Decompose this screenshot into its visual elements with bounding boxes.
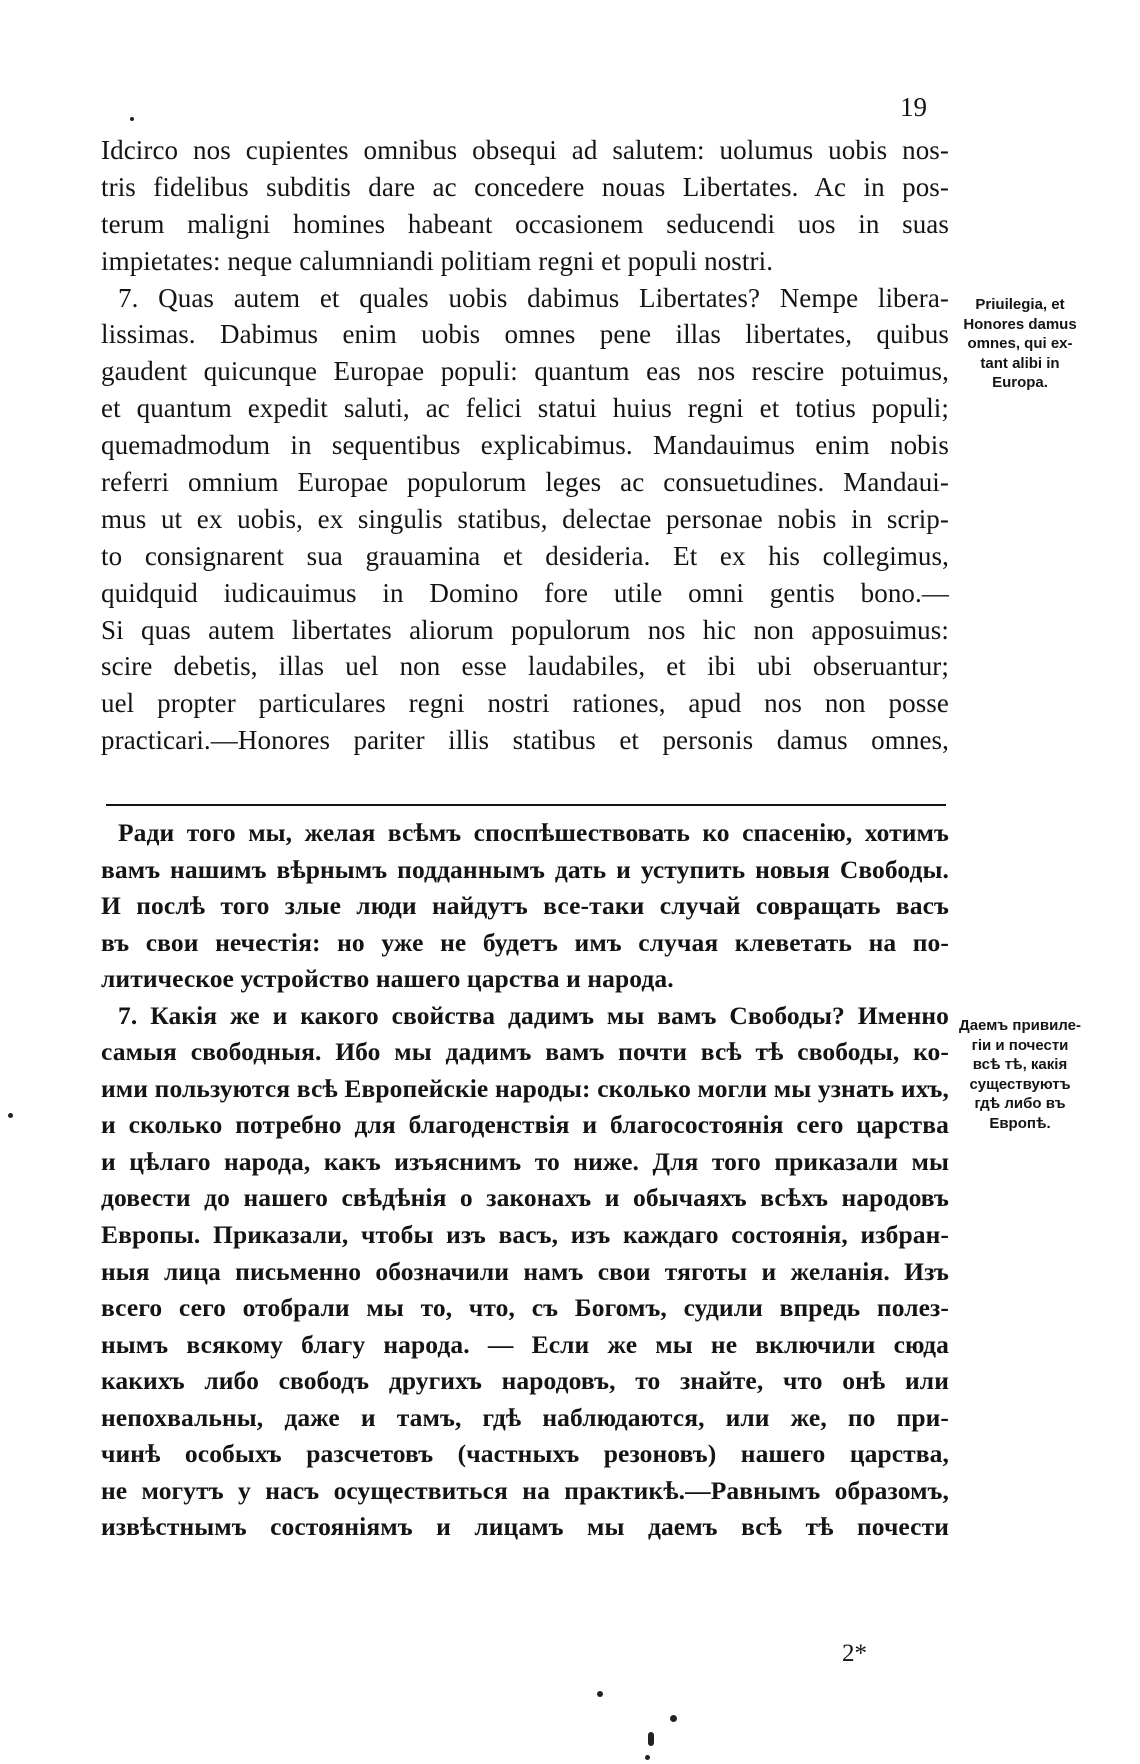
russian-line: и сколько потребно для благоденствія и благосостоянія сего царства	[101, 1110, 949, 1140]
russian-line: и цѣлаго народа, какъ изъяснимъ то ниже. Для того приказали мы	[101, 1146, 949, 1176]
margin-note-line: Даемъ привиле-	[959, 1017, 1081, 1034]
russian-line: литическое устройство нашего царства и народа.	[101, 964, 674, 994]
russian-line: Ради того мы, желая всѣмъ споспѣшествовать ко спасенію, хотимъ	[118, 818, 949, 847]
russian-line: въ свои нечестія: но уже не будетъ имъ случая клеветать на по-	[101, 927, 949, 957]
margin-note-line: tant alibi in	[980, 354, 1060, 372]
ink-speck	[130, 117, 134, 121]
latin-line: referri omnium Europae populorum leges ac consuetudines. Mandaui-	[101, 467, 949, 498]
section-divider	[106, 804, 946, 806]
latin-line: Idcirco nos cupientes omnibus obsequi ad salutem: uolumus uobis nos-	[101, 135, 949, 165]
russian-line: вамъ нашимъ вѣрнымъ подданнымъ дать и уступить новыя Свободы.	[101, 854, 949, 884]
latin-line: mus ut ex uobis, ex singulis statibus, delectae personae nobis in scrip-	[101, 503, 949, 534]
latin-line: 7. Quas autem et quales uobis dabimus Libertates? Nempe libera-	[118, 282, 949, 313]
margin-note-line: Европѣ.	[989, 1114, 1051, 1132]
latin-line: Si quas autem libertates aliorum populorum nos hic non apposuimus:	[101, 614, 949, 645]
russian-line: 7. Какія же и какого свойства дадимъ мы вамъ Свободы? Именно	[118, 1000, 949, 1030]
latin-line: uel propter particulares regni nostri rationes, apud nos non posse	[101, 688, 949, 719]
russian-line: непохвальны, даже и тамъ, гдѣ наблюдаются, или же, по при-	[101, 1402, 949, 1432]
latin-line: tris fidelibus subditis dare ac concedere nouas Libertates. Ac in pos-	[101, 171, 949, 202]
russian-line: довести до нашего свѣдѣнія о законахъ и обычаяхъ всѣхъ народовъ	[101, 1183, 949, 1213]
russian-margin-note	[955, 1016, 1085, 1133]
russian-line: всего сего отобрали мы то, что, съ Богомъ, судили впредь полез-	[101, 1293, 949, 1323]
latin-line: gaudent quicunque Europae populi: quantum eas nos rescire potuimus,	[101, 356, 949, 387]
latin-line: et quantum expedit saluti, ac felici statui huius regni et totius populi;	[101, 393, 949, 424]
russian-line: ныя лица письменно обозначили намъ свои тяготы и желанія. Изъ	[101, 1256, 949, 1286]
russian-line: ими пользуются всѣ Европейскіе народы: сколько могли мы узнать ихъ,	[101, 1073, 949, 1103]
latin-line: lissimas. Dabimus enim uobis omnes pene illas libertates, quibus	[101, 319, 949, 350]
page-number: 19	[900, 92, 927, 122]
margin-note-line: существуютъ	[969, 1075, 1071, 1093]
latin-line: terum maligni homines habeant occasionem seducendi uos in suas	[101, 208, 949, 239]
margin-note-line: Europa.	[992, 374, 1048, 391]
ink-speck	[670, 1715, 677, 1722]
latin-line: to consignarent sua grauamina et desideria. Et ex his collegimus,	[101, 540, 949, 571]
margin-note-line: Priuilegia, et	[975, 296, 1065, 313]
margin-note-line: Honores damus	[963, 315, 1077, 333]
signature-mark: 2*	[842, 1640, 867, 1667]
margin-note-line: гдѣ либо въ	[974, 1095, 1066, 1112]
latin-text-block	[101, 132, 949, 759]
latin-line: quidquid iudicauimus in Domino fore utile omni gentis bono.—	[101, 577, 949, 608]
russian-text-block	[101, 815, 949, 1546]
latin-line: practicari.—Honores pariter illis statibus et personis damus omnes,	[101, 725, 949, 756]
russian-line: И послѣ того злые люди найдутъ все-таки случай совращать васъ	[101, 891, 949, 921]
latin-line: scire debetis, illas uel non esse laudabiles, et ibi ubi obseruantur;	[101, 651, 949, 682]
russian-line: чинѣ особыхъ разсчетовъ (частныхъ резоновъ) нашего царства,	[101, 1439, 949, 1469]
latin-margin-note	[955, 295, 1085, 393]
russian-line: нымъ всякому благу народа. — Если же мы не включили сюда	[101, 1329, 949, 1359]
russian-line: Европы. Приказали, чтобы изъ васъ, изъ каждаго состоянія, избран-	[101, 1220, 949, 1250]
ink-speck	[597, 1691, 603, 1697]
ink-speck	[8, 1113, 13, 1118]
ink-speck	[648, 1732, 654, 1746]
margin-note-line: гіи и почести	[971, 1036, 1069, 1054]
latin-line: impietates: neque calumniandi politiam regni et populi nostri.	[101, 245, 774, 276]
margin-note-line: всѣ тѣ, какія	[972, 1056, 1068, 1073]
russian-line: самыя свободныя. Ибо мы дадимъ вамъ почти всѣ тѣ свободы, ко-	[101, 1037, 949, 1067]
russian-line: не могутъ у насъ осуществиться на практикѣ.—Равнымъ образомъ,	[101, 1475, 949, 1505]
latin-line: quemadmodum in sequentibus explicabimus. Mandauimus enim nobis	[101, 430, 949, 461]
margin-note-line: omnes, qui ex-	[967, 335, 1073, 352]
russian-line: какихъ либо свободъ другихъ народовъ, то знайте, что онѣ или	[101, 1366, 949, 1396]
ink-speck	[645, 1755, 650, 1760]
russian-line: извѣстнымъ состояніямъ и лицамъ мы даемъ всѣ тѣ почести	[101, 1512, 949, 1542]
